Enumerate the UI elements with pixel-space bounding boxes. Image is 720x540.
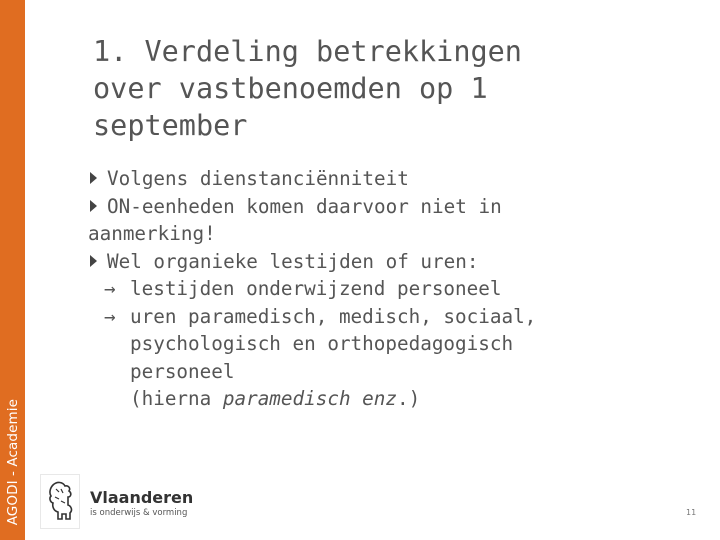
sidebar-label: AGODI - Academie — [4, 398, 21, 525]
bullet-text: Volgens dienstanciënniteit — [107, 167, 409, 190]
logo-name: Vlaanderen — [90, 488, 194, 507]
bullet-item — [88, 165, 698, 193]
bullet-item — [88, 248, 698, 276]
slide-title — [93, 33, 693, 144]
sidebar-label-wrap — [0, 0, 25, 525]
triangle-bullet-icon — [90, 200, 97, 212]
sub-bullet-continuation: psychologisch en orthopedagogisch — [130, 332, 514, 355]
bullet-text: Wel organieke lestijden of uren: — [107, 249, 479, 273]
bullet-text: ON-eenheden komen daarvoor niet in — [107, 194, 502, 218]
sub-bullet-text: lestijden onderwijzend personeel — [130, 277, 502, 300]
page-number: 11 — [686, 508, 697, 517]
title-line: 1. Verdeling betrekkingen — [93, 35, 522, 68]
triangle-bullet-icon — [90, 255, 97, 267]
flemish-lion-icon — [40, 474, 80, 529]
title-line: september — [93, 109, 248, 142]
note-prefix: (hierna — [130, 387, 223, 410]
triangle-bullet-icon — [90, 172, 97, 184]
bullet-list — [88, 165, 698, 413]
vlaanderen-logo — [40, 474, 210, 530]
sub-bullet-continuation — [88, 385, 698, 413]
logo-tagline: is onderwijs & vorming — [90, 508, 188, 518]
sub-bullet-item — [88, 303, 698, 331]
bullet-item — [88, 193, 698, 221]
sub-bullet-text: uren paramedisch, medisch, sociaal, — [130, 304, 537, 328]
sub-bullet-item — [88, 275, 698, 303]
arrow-right-icon: → — [104, 277, 116, 300]
arrow-right-icon: → — [104, 304, 116, 328]
title-line: over vastbenoemden op 1 — [93, 72, 488, 105]
note-italic: paramedisch enz — [222, 387, 397, 410]
sub-bullet-continuation: personeel — [130, 359, 235, 383]
note-suffix: .) — [397, 387, 421, 410]
bullet-text-continuation: aanmerking! — [88, 222, 216, 245]
